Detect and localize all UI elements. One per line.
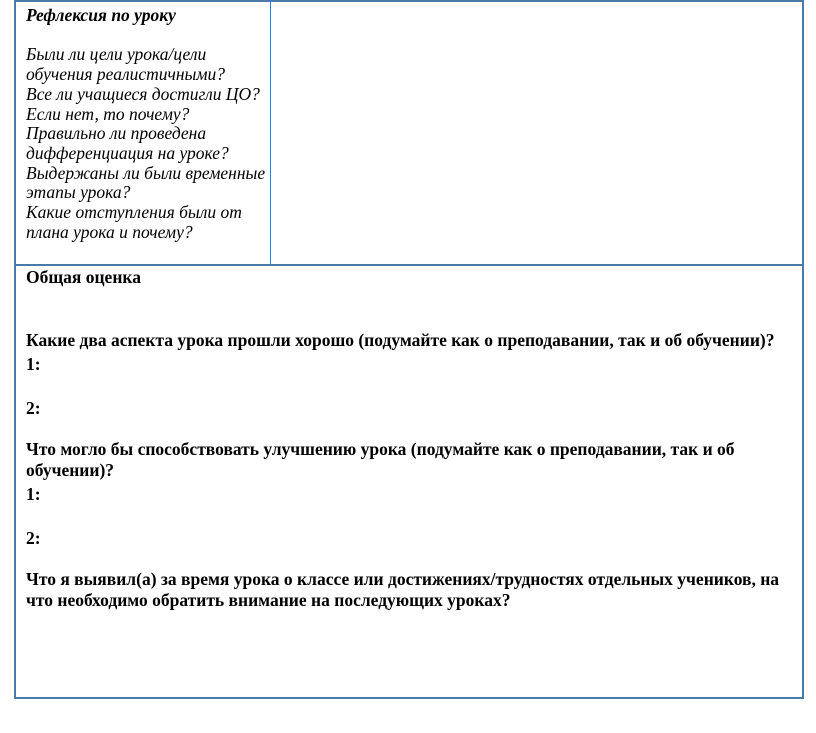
reflection-question: Правильно ли проведена дифференциация на уроке? (26, 123, 229, 163)
reflection-title: Рефлексия по уроку (26, 5, 176, 25)
reflection-question: Если нет, то почему? (26, 103, 190, 124)
overall-question-1: Какие два аспекта урока прошли хорошо (подумайте как о преподавании, так и об обучении)? (26, 329, 775, 350)
overall-title: Общая оценка (26, 267, 141, 287)
overall-question-2: Что могло бы способствовать улучшению урока (подумайте как о преподавании, так и об обучении)? (26, 439, 735, 480)
answer-label-2: 2: (26, 397, 41, 418)
reflection-question: Выдержаны ли были временные этапы урока? (26, 162, 266, 203)
reflection-answer-cell[interactable] (270, 0, 804, 266)
reflection-questions-cell (14, 0, 271, 266)
reflection-table (14, 0, 804, 699)
answer-label-1: 1: (26, 484, 41, 504)
reflection-question: Какие отступления были от плана урока и почему? (26, 202, 242, 242)
overall-question-3: Что я выявил(а) за время урока о классе или достижениях/трудностях отдельных учеников, на что необходимо обратить внимание на последующих уроках? (26, 569, 780, 610)
reflection-question: Были ли цели урока/цели обучения реалистичными? (26, 44, 226, 85)
reflection-question: Все ли учащиеся достигли ЦО? (26, 83, 260, 104)
answer-label-1: 1: (26, 354, 41, 374)
answer-label-2: 2: (26, 527, 41, 548)
overall-assessment-cell[interactable] (14, 264, 804, 699)
